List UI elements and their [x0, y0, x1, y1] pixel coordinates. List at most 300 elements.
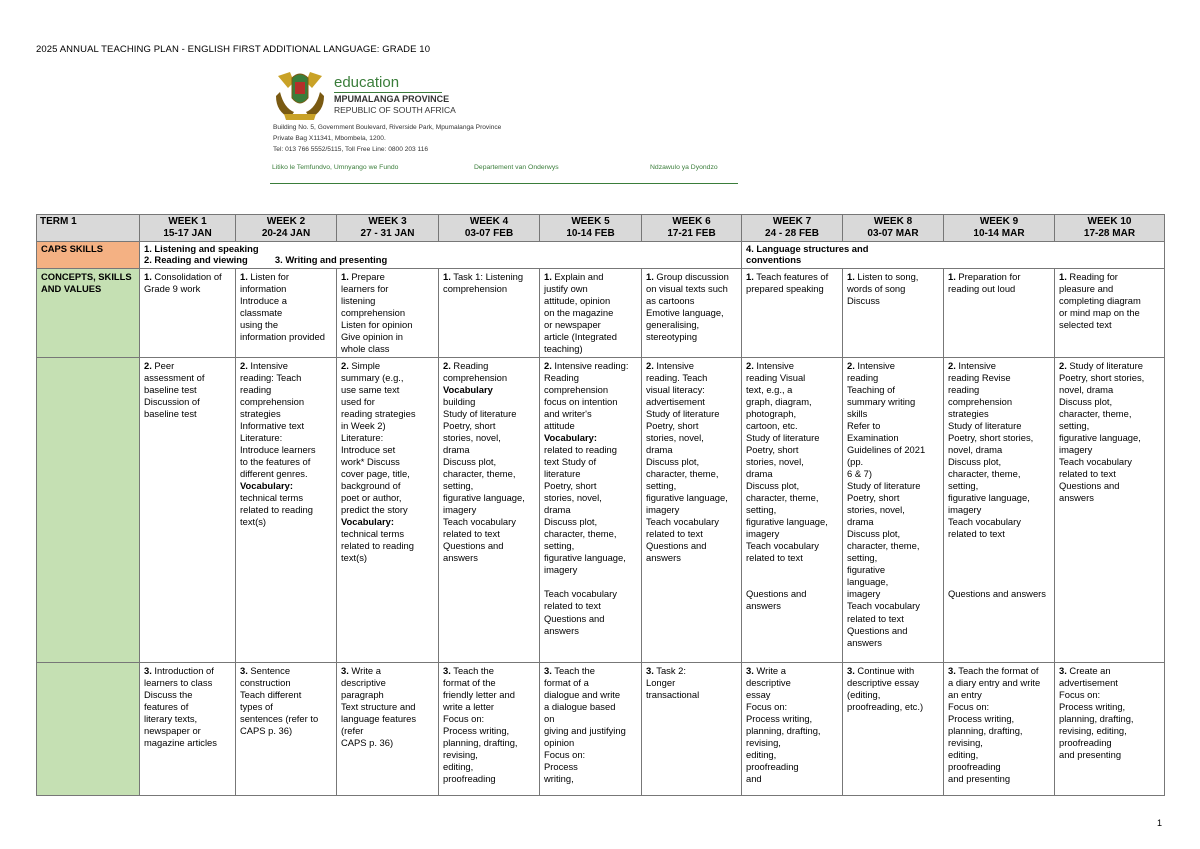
- cell-line: Discuss plot,: [847, 528, 901, 540]
- cell-line: Guidelines of 2021: [847, 444, 926, 456]
- cell-line: descriptive: [341, 676, 386, 688]
- cell-line: 3. Teach the: [443, 664, 494, 676]
- cell-line: comprehension: [544, 383, 609, 395]
- cell-line: reading Visual: [746, 371, 806, 383]
- cell-line: technical terms: [341, 528, 405, 540]
- cell-line: background of: [341, 480, 401, 492]
- cell-line: imagery: [544, 564, 578, 576]
- cell-line: figurative language,: [443, 492, 525, 504]
- cell-line: summary (e.g.,: [341, 371, 404, 383]
- cell-line: Teach vocabulary: [443, 516, 516, 528]
- cell-line: 1. Task 1: Listening: [443, 270, 524, 282]
- cell-line: drama: [646, 444, 673, 456]
- cell-line: proofreading: [948, 761, 1001, 773]
- cell-line: Study of literature: [948, 420, 1022, 431]
- cell-line: 1. Listen to song,: [847, 270, 919, 282]
- cell-line: Teach different: [240, 688, 302, 700]
- cell-line: character, theme,: [1059, 407, 1132, 419]
- skill-item: 1. Listening and speaking: [144, 243, 259, 254]
- cell-line: Emotive language,: [646, 306, 724, 318]
- skill-item: 2. Reading and viewing: [144, 253, 248, 265]
- concepts-label: CONCEPTS, SKILLS AND VALUES: [37, 268, 140, 357]
- cell-line: related to reading: [341, 540, 414, 552]
- cell-line: related to reading: [544, 444, 617, 456]
- cell-line: descriptive: [746, 676, 791, 688]
- cell-line: Focus on:: [443, 712, 485, 724]
- cell-line: prepared speaking: [746, 282, 824, 294]
- cell-line: Longer: [646, 676, 676, 688]
- cell-line: 2. Simple: [341, 359, 381, 371]
- cell-line: 3. Create an: [1059, 664, 1111, 676]
- cell-line: an entry: [948, 688, 982, 700]
- cell-line: stories, novel,: [544, 492, 602, 504]
- cell-line: construction: [240, 676, 291, 688]
- activity-row: [37, 662, 1165, 795]
- cell-line: setting,: [646, 480, 677, 492]
- cell-line: CAPS p. 36): [341, 737, 394, 749]
- table-cell: [1055, 662, 1165, 795]
- cell-line: planning, drafting,: [443, 737, 518, 749]
- cell-line: 1. Consolidation of: [144, 270, 222, 282]
- cell-line: imagery: [847, 588, 881, 600]
- cell-line: [948, 564, 1050, 576]
- week-header: WEEK 3 27 - 31 JAN: [337, 215, 439, 242]
- cell-line: 3. Write a: [341, 664, 381, 676]
- table-cell: [1055, 268, 1165, 357]
- cell-line: answers: [646, 552, 681, 564]
- table-cell: [843, 357, 944, 662]
- cell-line: 3. Write a: [746, 664, 786, 676]
- cell-line: advertisement: [1059, 676, 1118, 688]
- cell-line: Process writing,: [948, 712, 1015, 724]
- cell-line: Poetry, short stories,: [1059, 371, 1145, 383]
- cell-line: Introduce set: [341, 444, 396, 456]
- cell-line: predict the story: [341, 504, 408, 516]
- cell-line: related to text: [443, 528, 500, 540]
- cell-line: Questions and: [646, 540, 707, 552]
- cell-line: figurative language,: [544, 552, 626, 564]
- cell-line: drama: [746, 468, 773, 480]
- cell-line: transactional: [646, 688, 700, 700]
- cell-line: figurative language,: [1059, 432, 1141, 444]
- cell-line: 2. Reading: [443, 359, 489, 371]
- cell-line: Teach vocabulary: [948, 516, 1021, 528]
- cell-line: answers: [1059, 492, 1094, 504]
- cell-line: language,: [847, 576, 889, 588]
- logo-word: education: [334, 74, 400, 91]
- cell-line: stories, novel,: [646, 432, 704, 444]
- cell-line: [948, 576, 1050, 588]
- cell-line: related to text: [847, 612, 904, 624]
- cell-line: text, e.g., a: [746, 383, 793, 395]
- cell-line: Discuss plot,: [443, 456, 497, 468]
- table-cell: [540, 268, 642, 357]
- cell-line: literary texts,: [144, 712, 198, 724]
- table-cell: [140, 357, 236, 662]
- cell-line: answers: [544, 624, 579, 636]
- cell-line: and writer's: [544, 407, 592, 419]
- cell-line: Teaching of: [847, 383, 895, 395]
- week-header: WEEK 7 24 - 28 FEB: [742, 215, 843, 242]
- cell-line: and: [746, 773, 762, 785]
- cell-line: information: [240, 282, 287, 294]
- cell-line: Questions and: [1059, 480, 1120, 492]
- cell-line: Discuss plot,: [948, 456, 1002, 468]
- cell-line: different genres.: [240, 468, 308, 480]
- table-cell: [236, 662, 337, 795]
- cell-line: Focus on:: [948, 700, 990, 712]
- cell-line: and presenting: [1059, 749, 1122, 761]
- skill-item: 4. Language structures and: [746, 243, 869, 254]
- cell-line: editing,: [443, 761, 474, 773]
- cell-line: or mind map on the: [1059, 306, 1140, 318]
- cell-line: Study of literature: [746, 432, 820, 444]
- cell-line: setting,: [948, 480, 979, 492]
- cell-line: building: [443, 395, 476, 407]
- cell-line: CAPS p. 36): [240, 725, 293, 736]
- page-number: 1: [1156, 818, 1162, 828]
- cell-line: Process writing,: [443, 725, 510, 736]
- cell-line: giving and justifying: [544, 725, 626, 736]
- cell-line: stories, novel,: [847, 504, 905, 516]
- cell-line: attitude: [544, 420, 575, 431]
- cell-line: strategies: [948, 407, 989, 419]
- cell-line: Teach vocabulary: [646, 516, 719, 528]
- cell-line: setting,: [443, 480, 474, 492]
- activity-row: [37, 268, 1165, 357]
- table-cell: [236, 268, 337, 357]
- cell-line: 2. Intensive: [646, 359, 694, 371]
- cell-line: summary writing: [847, 395, 916, 407]
- education-logo: [270, 68, 740, 188]
- cell-line: magazine articles: [144, 737, 217, 749]
- cell-line: reading: [847, 371, 879, 383]
- table-cell: [337, 357, 439, 662]
- table-cell: [1055, 357, 1165, 662]
- skills-cell: [742, 242, 1165, 269]
- cell-line: learners for: [341, 282, 389, 294]
- cell-line: related to reading: [240, 504, 313, 516]
- cell-line: editing,: [746, 749, 777, 761]
- cell-line: graph, diagram,: [746, 395, 812, 407]
- cell-line: 3. Task 2:: [646, 664, 686, 676]
- cell-line: selected text: [1059, 318, 1112, 330]
- cell-line: [746, 564, 838, 576]
- cell-line: classmate: [240, 306, 283, 318]
- table-cell: [337, 662, 439, 795]
- cell-line: Literature:: [341, 432, 384, 444]
- cell-line: assessment of: [144, 371, 205, 383]
- cell-line: comprehension: [240, 395, 305, 407]
- address-line: Private Bag X11341, Mbombela, 1200.: [273, 135, 386, 142]
- table-cell: [642, 357, 742, 662]
- cell-line: reading: [948, 383, 980, 395]
- teaching-plan-table: [36, 214, 1165, 796]
- cell-line: revising,: [948, 737, 983, 749]
- cell-line: 3. Teach the: [544, 664, 595, 676]
- cell-line: Process: [544, 761, 578, 773]
- cell-line: 2. Intensive reading:: [544, 359, 629, 371]
- cell-line: [746, 576, 838, 588]
- cell-line: Discuss the: [144, 688, 193, 700]
- cell-line: 3. Continue with: [847, 664, 915, 676]
- cell-line: pleasure and: [1059, 282, 1114, 294]
- cell-line: whole class: [341, 342, 390, 354]
- table-cell: [944, 357, 1055, 662]
- cell-line: 3. Sentence: [240, 664, 291, 676]
- cell-line: using the: [240, 318, 279, 330]
- cell-line: descriptive essay: [847, 676, 919, 688]
- cell-line: Poetry, short: [646, 420, 699, 431]
- cell-line: Vocabulary:: [240, 480, 293, 492]
- term-header: TERM 1: [37, 215, 140, 242]
- cell-line: related to text: [544, 600, 601, 612]
- cell-line: Literature:: [240, 432, 283, 444]
- cell-line: Focus on:: [746, 700, 788, 712]
- cell-line: imagery: [443, 504, 477, 516]
- cell-line: Poetry, short: [746, 444, 799, 456]
- cell-line: teaching): [544, 342, 583, 354]
- logo-republic: REPUBLIC OF SOUTH AFRICA: [334, 105, 456, 115]
- concepts-fill: [37, 357, 140, 662]
- concepts-fill: [37, 662, 140, 795]
- cell-line: planning, drafting,: [1059, 712, 1134, 724]
- cell-line: planning, drafting,: [948, 725, 1023, 736]
- cell-line: (editing,: [847, 688, 881, 700]
- cell-line: proofreading, etc.): [847, 700, 924, 712]
- cell-line: related to text: [948, 528, 1005, 540]
- cell-line: words of song: [847, 282, 906, 294]
- cell-line: reading strategies: [341, 407, 416, 419]
- cell-line: in Week 2): [341, 420, 386, 431]
- cell-line: imagery: [746, 528, 780, 540]
- cell-line: reading: [240, 383, 272, 395]
- cell-line: to the features of: [240, 456, 311, 468]
- cell-line: 1. Group discussion: [646, 270, 729, 282]
- cell-line: (pp.: [847, 456, 864, 468]
- cell-line: Discuss plot,: [746, 480, 800, 492]
- cell-line: revising, editing,: [1059, 725, 1127, 736]
- cell-line: Focus on:: [544, 749, 586, 761]
- cell-line: Text structure and: [341, 700, 416, 712]
- cell-line: generalising,: [646, 318, 700, 330]
- cell-line: information provided: [240, 330, 325, 342]
- cell-line: reading. Teach: [646, 371, 708, 383]
- cell-line: cover page, title,: [341, 468, 410, 480]
- cell-line: format of the: [443, 676, 496, 688]
- cell-line: comprehension: [443, 371, 508, 383]
- cell-line: Study of literature: [847, 480, 921, 492]
- cell-line: drama: [443, 444, 470, 456]
- table-cell: [742, 357, 843, 662]
- cell-line: sentences (refer to: [240, 712, 319, 724]
- cell-line: Discuss: [847, 294, 880, 306]
- cell-line: article (Integrated: [544, 330, 617, 342]
- cell-line: a diary entry and write: [948, 676, 1041, 688]
- cell-line: 1. Listen for: [240, 270, 289, 282]
- cell-line: cartoon, etc.: [746, 420, 798, 431]
- skill-item: conventions: [746, 253, 802, 265]
- cell-line: 2. Intensive: [948, 359, 996, 371]
- cell-line: reading out loud: [948, 282, 1016, 294]
- cell-line: 1. Preparation for: [948, 270, 1021, 282]
- cell-line: Process writing,: [746, 712, 813, 724]
- cell-line: Study of literature: [443, 407, 517, 419]
- cell-line: work* Discuss: [341, 456, 400, 468]
- cell-line: Discuss plot,: [1059, 395, 1113, 407]
- cell-line: proofreading: [746, 761, 799, 773]
- cell-line: 2. Study of literature: [1059, 359, 1143, 371]
- table-cell: [843, 662, 944, 795]
- language-label: Departement van Onderwys: [474, 164, 559, 171]
- cell-line: [948, 552, 1050, 564]
- cell-line: language features: [341, 712, 417, 724]
- cell-line: (refer: [341, 725, 364, 736]
- week-header: WEEK 6 17-21 FEB: [642, 215, 742, 242]
- cell-line: comprehension: [443, 282, 508, 294]
- cell-line: a dialogue based: [544, 700, 616, 712]
- activity-row: [37, 357, 1165, 662]
- week-header: WEEK 5 10-14 FEB: [540, 215, 642, 242]
- caps-skills-label: CAPS SKILLS: [37, 242, 140, 269]
- table-cell: [944, 662, 1055, 795]
- cell-line: format of a: [544, 676, 589, 688]
- week-header: WEEK 1 15-17 JAN: [140, 215, 236, 242]
- cell-line: imagery: [948, 504, 982, 516]
- cell-line: answers: [443, 552, 478, 564]
- cell-line: stereotyping: [646, 330, 698, 342]
- cell-line: comprehension: [948, 395, 1013, 407]
- cell-line: literature: [544, 468, 581, 480]
- table-cell: [140, 268, 236, 357]
- cell-line: 1. Teach features of: [746, 270, 829, 282]
- cell-line: novel, drama: [948, 444, 1003, 456]
- cell-line: poet or author,: [341, 492, 402, 504]
- cell-line: imagery: [646, 504, 680, 516]
- address-line: Building No. 5, Government Boulevard, Riverside Park, Mpumalanga Province: [273, 124, 502, 131]
- cell-line: strategies: [240, 407, 281, 419]
- cell-line: character, theme,: [646, 468, 719, 480]
- cell-line: Informative text: [240, 420, 305, 431]
- cell-line: proofreading: [1059, 737, 1112, 749]
- cell-line: character, theme,: [746, 492, 819, 504]
- cell-line: and presenting: [948, 773, 1011, 785]
- table-cell: [642, 268, 742, 357]
- cell-line: related to text: [1059, 468, 1116, 480]
- table-cell: [540, 662, 642, 795]
- week-header: WEEK 10 17-28 MAR: [1055, 215, 1165, 242]
- cell-line: photograph,: [746, 407, 797, 419]
- cell-line: planning, drafting,: [746, 725, 821, 736]
- table-cell: [944, 268, 1055, 357]
- cell-line: types of: [240, 700, 273, 712]
- cell-line: Vocabulary: [443, 383, 493, 395]
- table-cell: [337, 268, 439, 357]
- cell-line: justify own: [544, 282, 588, 294]
- cell-line: 3. Introduction of: [144, 664, 214, 676]
- cell-line: learners to class: [144, 676, 213, 688]
- skill-item: 3. Writing and presenting: [274, 253, 388, 265]
- cell-line: [948, 540, 1050, 552]
- cell-line: writing,: [544, 773, 574, 785]
- cell-line: Questions and: [443, 540, 504, 552]
- cell-line: 2. Intensive: [240, 359, 288, 371]
- cell-line: write a letter: [443, 700, 495, 712]
- cell-line: character, theme,: [544, 528, 617, 540]
- table-cell: [540, 357, 642, 662]
- week-header: WEEK 8 03-07 MAR: [843, 215, 944, 242]
- week-header-row: [37, 215, 1165, 242]
- cell-line: answers: [847, 636, 882, 648]
- cell-line: figurative language,: [948, 492, 1030, 504]
- cell-line: stories, novel,: [443, 432, 501, 444]
- cell-line: Teach vocabulary: [544, 588, 617, 600]
- table-cell: [236, 357, 337, 662]
- caps-skills-row: [37, 242, 1165, 269]
- cell-line: revising,: [746, 737, 781, 749]
- cell-line: Teach vocabulary: [1059, 456, 1132, 468]
- cell-line: figurative language,: [746, 516, 828, 528]
- cell-line: used for: [341, 395, 375, 407]
- cell-line: on the magazine: [544, 306, 614, 318]
- cell-line: Poetry, short: [544, 480, 597, 492]
- cell-line: Discuss plot,: [646, 456, 700, 468]
- cell-line: visual literacy:: [646, 383, 705, 395]
- cell-line: Introduce a: [240, 294, 287, 306]
- cell-line: Give opinion in: [341, 330, 404, 342]
- cell-line: Refer to: [847, 420, 881, 431]
- cell-line: Questions and: [847, 624, 908, 636]
- table-cell: [439, 268, 540, 357]
- cell-line: as cartoons: [646, 294, 695, 306]
- cell-line: stories, novel,: [746, 456, 804, 468]
- cell-line: or newspaper: [544, 318, 601, 330]
- table-cell: [843, 268, 944, 357]
- language-label: Ndzawulo ya Dyondzo: [650, 164, 718, 171]
- cell-line: advertisement: [646, 395, 705, 407]
- cell-line: Study of literature: [646, 407, 720, 419]
- cell-line: Poetry, short: [847, 492, 900, 504]
- cell-line: baseline test: [144, 407, 197, 419]
- cell-line: related to text: [646, 528, 703, 540]
- cell-line: revising,: [443, 749, 478, 761]
- cell-line: imagery: [1059, 444, 1093, 456]
- cell-line: Poetry, short stories,: [948, 432, 1034, 444]
- cell-line: comprehension: [341, 306, 406, 318]
- table-cell: [439, 357, 540, 662]
- cell-line: features of: [144, 700, 189, 712]
- cell-line: 1. Prepare: [341, 270, 385, 282]
- cell-line: Vocabulary:: [341, 516, 394, 528]
- cell-line: reading: Teach: [240, 371, 302, 383]
- cell-line: text(s): [240, 516, 267, 528]
- cell-line: character, theme,: [443, 468, 516, 480]
- cell-line: Vocabulary:: [544, 432, 597, 444]
- cell-line: opinion: [544, 737, 575, 749]
- cell-line: Focus on:: [1059, 688, 1101, 700]
- cell-line: 1. Reading for: [1059, 270, 1118, 282]
- cell-line: on: [544, 712, 555, 724]
- cell-line: related to text: [746, 552, 803, 564]
- cell-line: text Study of: [544, 456, 597, 468]
- cell-line: skills: [847, 407, 868, 419]
- cell-line: setting,: [544, 540, 575, 552]
- cell-line: figurative: [847, 564, 886, 576]
- document-title: 2025 ANNUAL TEACHING PLAN - ENGLISH FIRST ADDITIONAL LANGUAGE: GRADE 10: [36, 44, 431, 55]
- cell-line: answers: [746, 600, 781, 612]
- cell-line: figurative language,: [646, 492, 728, 504]
- week-header: WEEK 2 20-24 JAN: [236, 215, 337, 242]
